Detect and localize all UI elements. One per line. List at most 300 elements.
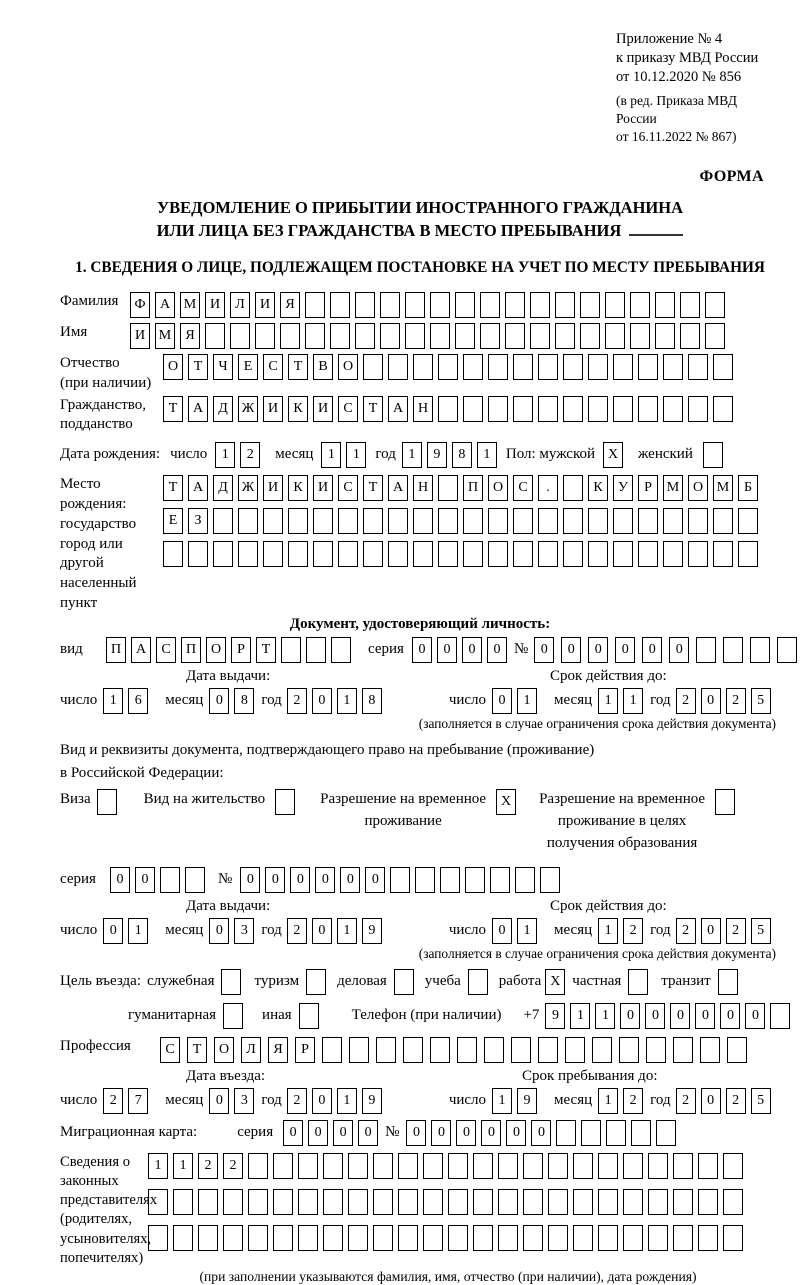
form-cell[interactable] bbox=[563, 396, 583, 422]
form-cell[interactable] bbox=[680, 292, 700, 318]
form-cell[interactable]: 6 bbox=[128, 688, 148, 714]
form-cell[interactable]: 0 bbox=[308, 1120, 328, 1146]
form-cell[interactable] bbox=[480, 323, 500, 349]
form-cell[interactable] bbox=[638, 541, 658, 567]
form-cell[interactable]: 0 bbox=[209, 918, 229, 944]
form-cell[interactable]: 3 bbox=[234, 1088, 254, 1114]
form-cell[interactable] bbox=[390, 867, 410, 893]
form-cell[interactable]: 0 bbox=[209, 688, 229, 714]
form-cell[interactable]: 5 bbox=[751, 918, 771, 944]
form-cell[interactable] bbox=[306, 637, 326, 663]
form-cell[interactable]: 0 bbox=[437, 637, 457, 663]
form-cell[interactable]: 0 bbox=[701, 918, 721, 944]
form-cell[interactable]: Л bbox=[241, 1037, 261, 1063]
form-cell[interactable]: 2 bbox=[676, 688, 696, 714]
form-cell[interactable]: 0 bbox=[406, 1120, 426, 1146]
form-cell[interactable]: 2 bbox=[287, 688, 307, 714]
form-cell[interactable]: А bbox=[131, 637, 151, 663]
form-cell[interactable]: И bbox=[263, 475, 283, 501]
form-cell[interactable]: 2 bbox=[240, 442, 260, 468]
form-cell[interactable] bbox=[388, 541, 408, 567]
form-cell[interactable] bbox=[490, 867, 510, 893]
form-cell[interactable] bbox=[673, 1153, 693, 1179]
form-cell[interactable] bbox=[777, 637, 797, 663]
form-cell[interactable] bbox=[573, 1189, 593, 1215]
form-cell[interactable] bbox=[373, 1153, 393, 1179]
form-cell[interactable]: 2 bbox=[726, 1088, 746, 1114]
form-cell[interactable] bbox=[488, 354, 508, 380]
form-cell[interactable]: 0 bbox=[534, 637, 554, 663]
form-cell[interactable] bbox=[598, 1153, 618, 1179]
form-cell[interactable] bbox=[488, 508, 508, 534]
form-cell[interactable]: 8 bbox=[362, 688, 382, 714]
form-cell[interactable] bbox=[468, 969, 488, 995]
form-cell[interactable] bbox=[580, 292, 600, 318]
form-cell[interactable]: 0 bbox=[720, 1003, 740, 1029]
form-cell[interactable]: 0 bbox=[620, 1003, 640, 1029]
form-cell[interactable] bbox=[598, 1189, 618, 1215]
form-cell[interactable]: Я bbox=[180, 323, 200, 349]
form-cell[interactable]: 5 bbox=[751, 688, 771, 714]
form-cell[interactable] bbox=[663, 541, 683, 567]
form-cell[interactable] bbox=[646, 1037, 666, 1063]
form-cell[interactable] bbox=[488, 396, 508, 422]
form-cell[interactable] bbox=[355, 323, 375, 349]
form-cell[interactable] bbox=[173, 1189, 193, 1215]
form-cell[interactable]: 0 bbox=[492, 918, 512, 944]
form-cell[interactable] bbox=[619, 1037, 639, 1063]
form-cell[interactable]: Т bbox=[363, 475, 383, 501]
form-cell[interactable] bbox=[548, 1189, 568, 1215]
form-cell[interactable]: Д bbox=[213, 475, 233, 501]
form-cell[interactable]: О bbox=[488, 475, 508, 501]
form-cell[interactable]: 1 bbox=[346, 442, 366, 468]
form-cell[interactable] bbox=[430, 323, 450, 349]
form-cell[interactable] bbox=[348, 1153, 368, 1179]
form-cell[interactable] bbox=[160, 867, 180, 893]
form-cell[interactable] bbox=[373, 1189, 393, 1215]
form-cell[interactable]: 0 bbox=[358, 1120, 378, 1146]
form-cell[interactable]: С bbox=[338, 396, 358, 422]
form-cell[interactable] bbox=[448, 1189, 468, 1215]
form-cell[interactable]: Ф bbox=[130, 292, 150, 318]
form-cell[interactable]: А bbox=[188, 396, 208, 422]
form-cell[interactable]: 9 bbox=[545, 1003, 565, 1029]
form-cell[interactable] bbox=[648, 1153, 668, 1179]
form-cell[interactable]: К bbox=[288, 475, 308, 501]
form-cell[interactable] bbox=[698, 1225, 718, 1251]
form-cell[interactable]: 0 bbox=[103, 918, 123, 944]
form-cell[interactable]: 2 bbox=[223, 1153, 243, 1179]
form-cell[interactable] bbox=[605, 323, 625, 349]
form-cell[interactable]: С bbox=[263, 354, 283, 380]
form-cell[interactable]: М bbox=[155, 323, 175, 349]
form-cell[interactable] bbox=[97, 789, 117, 815]
form-cell[interactable]: Л bbox=[230, 292, 250, 318]
form-cell[interactable]: 0 bbox=[312, 688, 332, 714]
form-cell[interactable] bbox=[523, 1153, 543, 1179]
form-cell[interactable] bbox=[438, 475, 458, 501]
form-cell[interactable] bbox=[198, 1189, 218, 1215]
form-cell[interactable] bbox=[515, 867, 535, 893]
form-cell[interactable] bbox=[349, 1037, 369, 1063]
form-cell[interactable] bbox=[185, 867, 205, 893]
form-cell[interactable] bbox=[313, 508, 333, 534]
form-cell[interactable] bbox=[448, 1153, 468, 1179]
form-cell[interactable]: 1 bbox=[492, 1088, 512, 1114]
form-cell[interactable] bbox=[298, 1153, 318, 1179]
form-cell[interactable] bbox=[323, 1225, 343, 1251]
form-cell[interactable] bbox=[523, 1189, 543, 1215]
form-cell[interactable]: 2 bbox=[726, 688, 746, 714]
form-cell[interactable] bbox=[738, 541, 758, 567]
form-cell[interactable]: 0 bbox=[745, 1003, 765, 1029]
form-cell[interactable] bbox=[538, 396, 558, 422]
form-cell[interactable] bbox=[380, 292, 400, 318]
form-cell[interactable] bbox=[323, 1189, 343, 1215]
form-cell[interactable] bbox=[592, 1037, 612, 1063]
form-cell[interactable]: 0 bbox=[481, 1120, 501, 1146]
form-cell[interactable] bbox=[588, 541, 608, 567]
form-cell[interactable] bbox=[415, 867, 435, 893]
form-cell[interactable]: 1 bbox=[598, 918, 618, 944]
form-cell[interactable] bbox=[563, 354, 583, 380]
form-cell[interactable] bbox=[423, 1225, 443, 1251]
form-cell[interactable] bbox=[540, 867, 560, 893]
form-cell[interactable]: 0 bbox=[312, 1088, 332, 1114]
form-cell[interactable] bbox=[465, 867, 485, 893]
form-cell[interactable]: И bbox=[263, 396, 283, 422]
form-cell[interactable] bbox=[388, 508, 408, 534]
form-cell[interactable] bbox=[463, 541, 483, 567]
form-cell[interactable] bbox=[398, 1225, 418, 1251]
form-cell[interactable]: 0 bbox=[456, 1120, 476, 1146]
form-cell[interactable] bbox=[230, 323, 250, 349]
form-cell[interactable]: 1 bbox=[595, 1003, 615, 1029]
form-cell[interactable]: 3 bbox=[234, 918, 254, 944]
form-cell[interactable]: 0 bbox=[290, 867, 310, 893]
form-cell[interactable] bbox=[238, 541, 258, 567]
form-cell[interactable] bbox=[523, 1225, 543, 1251]
form-cell[interactable] bbox=[656, 1120, 676, 1146]
form-cell[interactable] bbox=[403, 1037, 423, 1063]
form-cell[interactable] bbox=[213, 508, 233, 534]
form-cell[interactable] bbox=[698, 1189, 718, 1215]
form-cell[interactable]: 2 bbox=[726, 918, 746, 944]
form-cell[interactable] bbox=[430, 292, 450, 318]
form-cell[interactable]: 1 bbox=[477, 442, 497, 468]
form-cell[interactable] bbox=[723, 637, 743, 663]
form-cell[interactable]: 1 bbox=[148, 1153, 168, 1179]
form-cell[interactable] bbox=[505, 292, 525, 318]
form-cell[interactable] bbox=[198, 1225, 218, 1251]
form-cell[interactable] bbox=[713, 396, 733, 422]
form-cell[interactable]: 2 bbox=[287, 918, 307, 944]
form-cell[interactable]: Д bbox=[213, 396, 233, 422]
form-cell[interactable]: Т bbox=[363, 396, 383, 422]
form-cell[interactable] bbox=[538, 1037, 558, 1063]
form-cell[interactable] bbox=[613, 354, 633, 380]
form-cell[interactable] bbox=[638, 354, 658, 380]
form-cell[interactable]: 0 bbox=[283, 1120, 303, 1146]
form-cell[interactable] bbox=[700, 1037, 720, 1063]
form-cell[interactable]: 1 bbox=[337, 1088, 357, 1114]
form-cell[interactable]: А bbox=[155, 292, 175, 318]
form-cell[interactable] bbox=[613, 541, 633, 567]
form-cell[interactable] bbox=[338, 541, 358, 567]
form-cell[interactable]: И bbox=[130, 323, 150, 349]
form-cell[interactable] bbox=[498, 1153, 518, 1179]
form-cell[interactable] bbox=[463, 354, 483, 380]
form-cell[interactable] bbox=[655, 292, 675, 318]
form-cell[interactable] bbox=[223, 1189, 243, 1215]
form-cell[interactable]: 0 bbox=[669, 637, 689, 663]
form-cell[interactable] bbox=[613, 508, 633, 534]
form-cell[interactable]: 0 bbox=[531, 1120, 551, 1146]
form-cell[interactable] bbox=[713, 354, 733, 380]
form-cell[interactable]: Н bbox=[413, 475, 433, 501]
form-cell[interactable]: П bbox=[181, 637, 201, 663]
form-cell[interactable]: 0 bbox=[110, 867, 130, 893]
form-cell[interactable]: О bbox=[163, 354, 183, 380]
form-cell[interactable] bbox=[248, 1225, 268, 1251]
form-cell[interactable] bbox=[750, 637, 770, 663]
form-cell[interactable]: 0 bbox=[695, 1003, 715, 1029]
form-cell[interactable]: С bbox=[160, 1037, 180, 1063]
form-cell[interactable] bbox=[505, 323, 525, 349]
form-cell[interactable]: К bbox=[588, 475, 608, 501]
form-cell[interactable]: А bbox=[188, 475, 208, 501]
form-cell[interactable] bbox=[430, 1037, 450, 1063]
form-cell[interactable] bbox=[440, 867, 460, 893]
form-cell[interactable]: Ж bbox=[238, 396, 258, 422]
form-cell[interactable] bbox=[715, 789, 735, 815]
form-cell[interactable]: 1 bbox=[598, 1088, 618, 1114]
form-cell[interactable]: О bbox=[206, 637, 226, 663]
form-cell[interactable]: О bbox=[214, 1037, 234, 1063]
form-cell[interactable]: С bbox=[513, 475, 533, 501]
form-cell[interactable]: 1 bbox=[103, 688, 123, 714]
form-cell[interactable] bbox=[223, 1003, 243, 1029]
form-cell[interactable]: Ж bbox=[238, 475, 258, 501]
form-cell[interactable] bbox=[723, 1225, 743, 1251]
form-cell[interactable] bbox=[438, 541, 458, 567]
form-cell[interactable]: З bbox=[188, 508, 208, 534]
form-cell[interactable] bbox=[548, 1153, 568, 1179]
form-cell[interactable] bbox=[530, 292, 550, 318]
form-cell[interactable] bbox=[530, 323, 550, 349]
form-cell[interactable]: П bbox=[106, 637, 126, 663]
form-cell[interactable] bbox=[306, 969, 326, 995]
form-cell[interactable] bbox=[213, 541, 233, 567]
form-cell[interactable] bbox=[448, 1225, 468, 1251]
form-cell[interactable] bbox=[398, 1153, 418, 1179]
form-cell[interactable] bbox=[738, 508, 758, 534]
form-cell[interactable]: 2 bbox=[676, 918, 696, 944]
form-cell[interactable] bbox=[488, 541, 508, 567]
form-cell[interactable] bbox=[623, 1153, 643, 1179]
form-cell[interactable] bbox=[148, 1225, 168, 1251]
form-cell[interactable] bbox=[363, 541, 383, 567]
form-cell[interactable]: X bbox=[496, 789, 516, 815]
form-cell[interactable]: Т bbox=[188, 354, 208, 380]
form-cell[interactable] bbox=[330, 323, 350, 349]
form-cell[interactable] bbox=[405, 292, 425, 318]
form-cell[interactable] bbox=[322, 1037, 342, 1063]
form-cell[interactable] bbox=[638, 508, 658, 534]
form-cell[interactable]: 2 bbox=[623, 918, 643, 944]
form-cell[interactable] bbox=[388, 354, 408, 380]
form-cell[interactable]: 0 bbox=[209, 1088, 229, 1114]
form-cell[interactable] bbox=[588, 396, 608, 422]
form-cell[interactable] bbox=[663, 354, 683, 380]
form-cell[interactable]: В bbox=[313, 354, 333, 380]
form-cell[interactable] bbox=[548, 1225, 568, 1251]
form-cell[interactable] bbox=[655, 323, 675, 349]
form-cell[interactable]: 0 bbox=[645, 1003, 665, 1029]
form-cell[interactable] bbox=[363, 354, 383, 380]
form-cell[interactable]: 0 bbox=[315, 867, 335, 893]
form-cell[interactable] bbox=[313, 541, 333, 567]
form-cell[interactable]: 2 bbox=[676, 1088, 696, 1114]
form-cell[interactable] bbox=[498, 1189, 518, 1215]
form-cell[interactable] bbox=[148, 1189, 168, 1215]
form-cell[interactable] bbox=[580, 323, 600, 349]
form-cell[interactable] bbox=[663, 396, 683, 422]
form-cell[interactable]: 0 bbox=[506, 1120, 526, 1146]
form-cell[interactable]: 9 bbox=[362, 918, 382, 944]
form-cell[interactable] bbox=[463, 396, 483, 422]
form-cell[interactable] bbox=[718, 969, 738, 995]
form-cell[interactable]: 1 bbox=[215, 442, 235, 468]
form-cell[interactable]: О bbox=[338, 354, 358, 380]
form-cell[interactable] bbox=[373, 1225, 393, 1251]
form-cell[interactable]: С bbox=[156, 637, 176, 663]
form-cell[interactable]: 7 bbox=[128, 1088, 148, 1114]
form-cell[interactable] bbox=[438, 396, 458, 422]
form-cell[interactable] bbox=[331, 637, 351, 663]
form-cell[interactable]: И bbox=[313, 475, 333, 501]
form-cell[interactable] bbox=[305, 292, 325, 318]
form-cell[interactable]: 0 bbox=[265, 867, 285, 893]
form-cell[interactable] bbox=[648, 1225, 668, 1251]
form-cell[interactable]: 0 bbox=[492, 688, 512, 714]
form-cell[interactable]: П bbox=[463, 475, 483, 501]
form-cell[interactable] bbox=[588, 354, 608, 380]
form-cell[interactable] bbox=[628, 969, 648, 995]
form-cell[interactable] bbox=[348, 1189, 368, 1215]
form-cell[interactable]: 8 bbox=[234, 688, 254, 714]
form-cell[interactable] bbox=[688, 508, 708, 534]
form-cell[interactable] bbox=[484, 1037, 504, 1063]
form-cell[interactable]: 1 bbox=[321, 442, 341, 468]
form-cell[interactable] bbox=[623, 1225, 643, 1251]
form-cell[interactable] bbox=[727, 1037, 747, 1063]
form-cell[interactable] bbox=[288, 541, 308, 567]
form-cell[interactable] bbox=[299, 1003, 319, 1029]
form-cell[interactable] bbox=[673, 1037, 693, 1063]
form-cell[interactable] bbox=[305, 323, 325, 349]
form-cell[interactable]: 0 bbox=[615, 637, 635, 663]
form-cell[interactable] bbox=[630, 292, 650, 318]
form-cell[interactable]: О bbox=[688, 475, 708, 501]
form-cell[interactable] bbox=[630, 323, 650, 349]
form-cell[interactable]: 0 bbox=[642, 637, 662, 663]
form-cell[interactable]: И bbox=[255, 292, 275, 318]
form-cell[interactable] bbox=[280, 323, 300, 349]
form-cell[interactable] bbox=[538, 508, 558, 534]
form-cell[interactable] bbox=[688, 396, 708, 422]
form-cell[interactable] bbox=[288, 508, 308, 534]
form-cell[interactable]: И bbox=[205, 292, 225, 318]
form-cell[interactable] bbox=[413, 508, 433, 534]
form-cell[interactable] bbox=[298, 1225, 318, 1251]
form-cell[interactable] bbox=[413, 354, 433, 380]
form-cell[interactable]: X bbox=[545, 969, 565, 995]
form-cell[interactable]: 0 bbox=[462, 637, 482, 663]
form-cell[interactable]: 1 bbox=[517, 918, 537, 944]
form-cell[interactable]: 0 bbox=[701, 688, 721, 714]
form-cell[interactable] bbox=[273, 1189, 293, 1215]
form-cell[interactable]: Т bbox=[187, 1037, 207, 1063]
form-cell[interactable] bbox=[673, 1225, 693, 1251]
form-cell[interactable]: X bbox=[603, 442, 623, 468]
form-cell[interactable] bbox=[565, 1037, 585, 1063]
form-cell[interactable]: М bbox=[180, 292, 200, 318]
form-cell[interactable]: 0 bbox=[365, 867, 385, 893]
form-cell[interactable] bbox=[513, 541, 533, 567]
form-cell[interactable] bbox=[511, 1037, 531, 1063]
form-cell[interactable]: 0 bbox=[135, 867, 155, 893]
form-cell[interactable]: 0 bbox=[670, 1003, 690, 1029]
form-cell[interactable]: 2 bbox=[198, 1153, 218, 1179]
form-cell[interactable]: 1 bbox=[173, 1153, 193, 1179]
form-cell[interactable] bbox=[330, 292, 350, 318]
form-cell[interactable] bbox=[398, 1189, 418, 1215]
form-cell[interactable]: 1 bbox=[402, 442, 422, 468]
form-cell[interactable] bbox=[423, 1189, 443, 1215]
form-cell[interactable]: Н bbox=[413, 396, 433, 422]
form-cell[interactable] bbox=[413, 541, 433, 567]
form-cell[interactable]: 1 bbox=[623, 688, 643, 714]
form-cell[interactable] bbox=[188, 541, 208, 567]
form-cell[interactable] bbox=[555, 292, 575, 318]
form-cell[interactable]: 5 bbox=[751, 1088, 771, 1114]
form-cell[interactable]: 0 bbox=[412, 637, 432, 663]
form-cell[interactable] bbox=[703, 442, 723, 468]
form-cell[interactable]: М bbox=[713, 475, 733, 501]
form-cell[interactable]: А bbox=[388, 475, 408, 501]
form-cell[interactable]: Т bbox=[163, 396, 183, 422]
form-cell[interactable] bbox=[380, 323, 400, 349]
form-cell[interactable] bbox=[463, 508, 483, 534]
form-cell[interactable] bbox=[638, 396, 658, 422]
form-cell[interactable] bbox=[613, 396, 633, 422]
form-cell[interactable]: 2 bbox=[287, 1088, 307, 1114]
form-cell[interactable] bbox=[648, 1189, 668, 1215]
form-cell[interactable]: 1 bbox=[517, 688, 537, 714]
form-cell[interactable] bbox=[338, 508, 358, 534]
form-cell[interactable] bbox=[588, 508, 608, 534]
form-cell[interactable] bbox=[705, 292, 725, 318]
form-cell[interactable] bbox=[355, 292, 375, 318]
form-cell[interactable] bbox=[263, 541, 283, 567]
form-cell[interactable]: Р bbox=[295, 1037, 315, 1063]
form-cell[interactable]: 9 bbox=[427, 442, 447, 468]
form-cell[interactable] bbox=[713, 508, 733, 534]
form-cell[interactable]: Е bbox=[238, 354, 258, 380]
form-cell[interactable]: Я bbox=[280, 292, 300, 318]
